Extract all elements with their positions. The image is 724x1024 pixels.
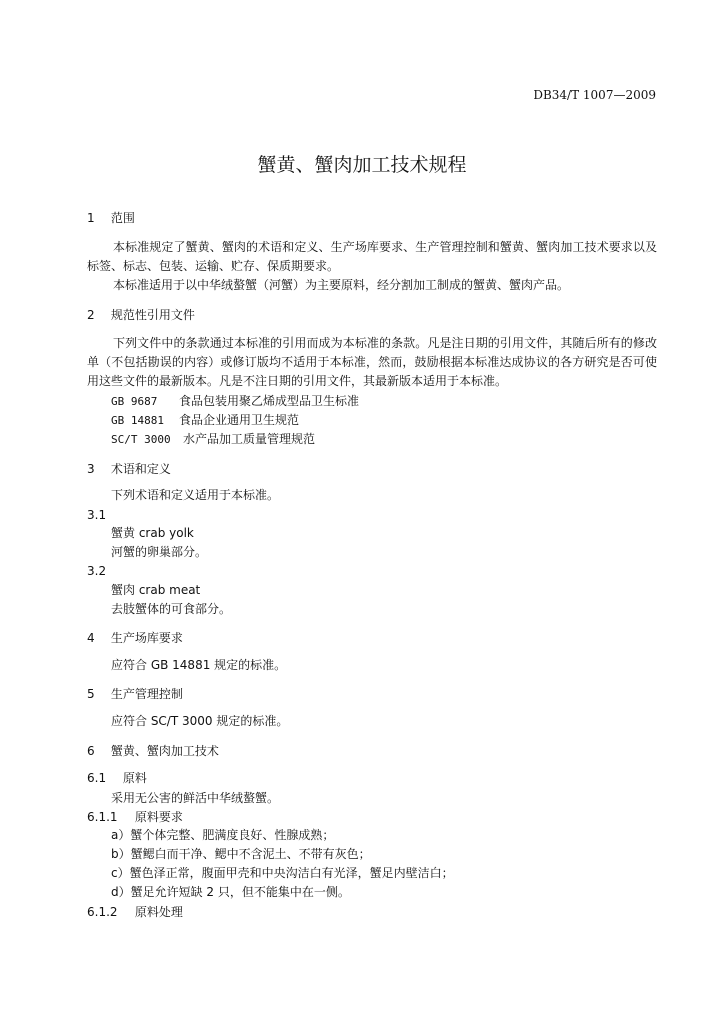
reference-item [111, 431, 315, 448]
requirement-item: b）蟹鳃白而干净、鳃中不含泥土、不带有灰色； [111, 847, 371, 861]
section-title: 蟹黄、蟹肉加工技术 [110, 744, 219, 758]
term-name: 蟹肉 crab meat [111, 583, 201, 597]
section-title: 生产管理控制 [110, 687, 183, 701]
section-number: 3 [87, 462, 95, 476]
reference-code: SC/T 3000 [111, 433, 171, 446]
section-number: 4 [87, 631, 95, 645]
section-1-paragraph-1: 本标准规定了蟹黄、蟹肉的术语和定义、生产场库要求、生产管理控制和蟹黄、蟹肉加工技术要求以及标签、标志、包装、运输、贮存、保质期要求。 [87, 240, 657, 273]
section-4-heading [87, 630, 183, 646]
document-title: 蟹黄、蟹肉加工技术规程 [257, 154, 467, 176]
section-number: 6 [87, 744, 95, 758]
section-number: 1 [87, 211, 95, 225]
term-definition: 去肢蟹体的可食部分。 [111, 602, 232, 616]
term-number: 3.1 [87, 508, 107, 522]
reference-code: GB 9687 [111, 395, 158, 408]
section-3-heading [87, 461, 171, 477]
reference-code: GB 14881 [111, 414, 164, 427]
reference-name: 水产品加工质量管理规范 [183, 432, 316, 446]
subsection-number: 6.1.1 [87, 810, 118, 824]
section-1-paragraph-2: 本标准适用于以中华绒螯蟹（河蟹）为主要原料，经分割加工制成的蟹黄、蟹肉产品。 [113, 278, 570, 292]
section-number: 5 [87, 687, 95, 701]
subsection-title: 原料处理 [134, 905, 183, 919]
section-4-text: 应符合 GB 14881 规定的标准。 [111, 658, 287, 672]
reference-item [111, 393, 359, 410]
section-title: 规范性引用文件 [110, 308, 195, 322]
reference-name: 食品企业通用卫生规范 [179, 413, 300, 427]
section-1-heading [87, 210, 135, 226]
reference-name: 食品包装用聚乙烯成型品卫生标准 [179, 394, 360, 408]
requirement-item: c）蟹色泽正常，腹面甲壳和中央沟洁白有光泽，蟹足内壁洁白； [111, 866, 454, 880]
section-5-text: 应符合 SC/T 3000 规定的标准。 [111, 714, 289, 728]
section-3-intro: 下列术语和定义适用于本标准。 [111, 488, 280, 502]
term-name: 蟹黄 crab yolk [111, 526, 194, 540]
term-number: 3.2 [87, 564, 107, 578]
subsection-6-1-heading [87, 770, 147, 786]
section-number: 2 [87, 308, 95, 322]
subsection-title: 原料要求 [134, 810, 183, 824]
subsection-title: 原料 [122, 771, 147, 785]
subsection-number: 6.1 [87, 771, 107, 785]
reference-item [111, 412, 299, 429]
subsection-6-1-2-heading [87, 904, 183, 920]
section-6-heading [87, 743, 219, 759]
subsection-6-1-1-heading [87, 809, 183, 825]
section-2-heading [87, 307, 195, 323]
section-title: 范围 [110, 211, 135, 225]
section-title: 生产场库要求 [110, 631, 183, 645]
section-title: 术语和定义 [110, 462, 171, 476]
section-5-heading [87, 686, 183, 702]
subsection-number: 6.1.2 [87, 905, 118, 919]
term-definition: 河蟹的卵巢部分。 [111, 545, 208, 559]
section-2-paragraph: 下列文件中的条款通过本标准的引用而成为本标准的条款。凡是注日期的引用文件，其随后所有的修改单（不包括勘误的内容）或修订版均不适用于本标准，然而，鼓励根据本标准达成协议的各方研究是否可使用这些文件的最新版本。凡是不注日期的引用文件，其最新版本适用于本标准。 [87, 336, 657, 388]
requirement-item: a）蟹个体完整、肥满度良好、性腺成熟； [111, 828, 335, 842]
standard-code: DB34/T 1007—2009 [533, 88, 656, 102]
subsection-6-1-text: 采用无公害的鲜活中华绒螯蟹。 [111, 791, 280, 805]
requirement-item: d）蟹足允许短缺 2 只，但不能集中在一侧。 [111, 885, 350, 899]
